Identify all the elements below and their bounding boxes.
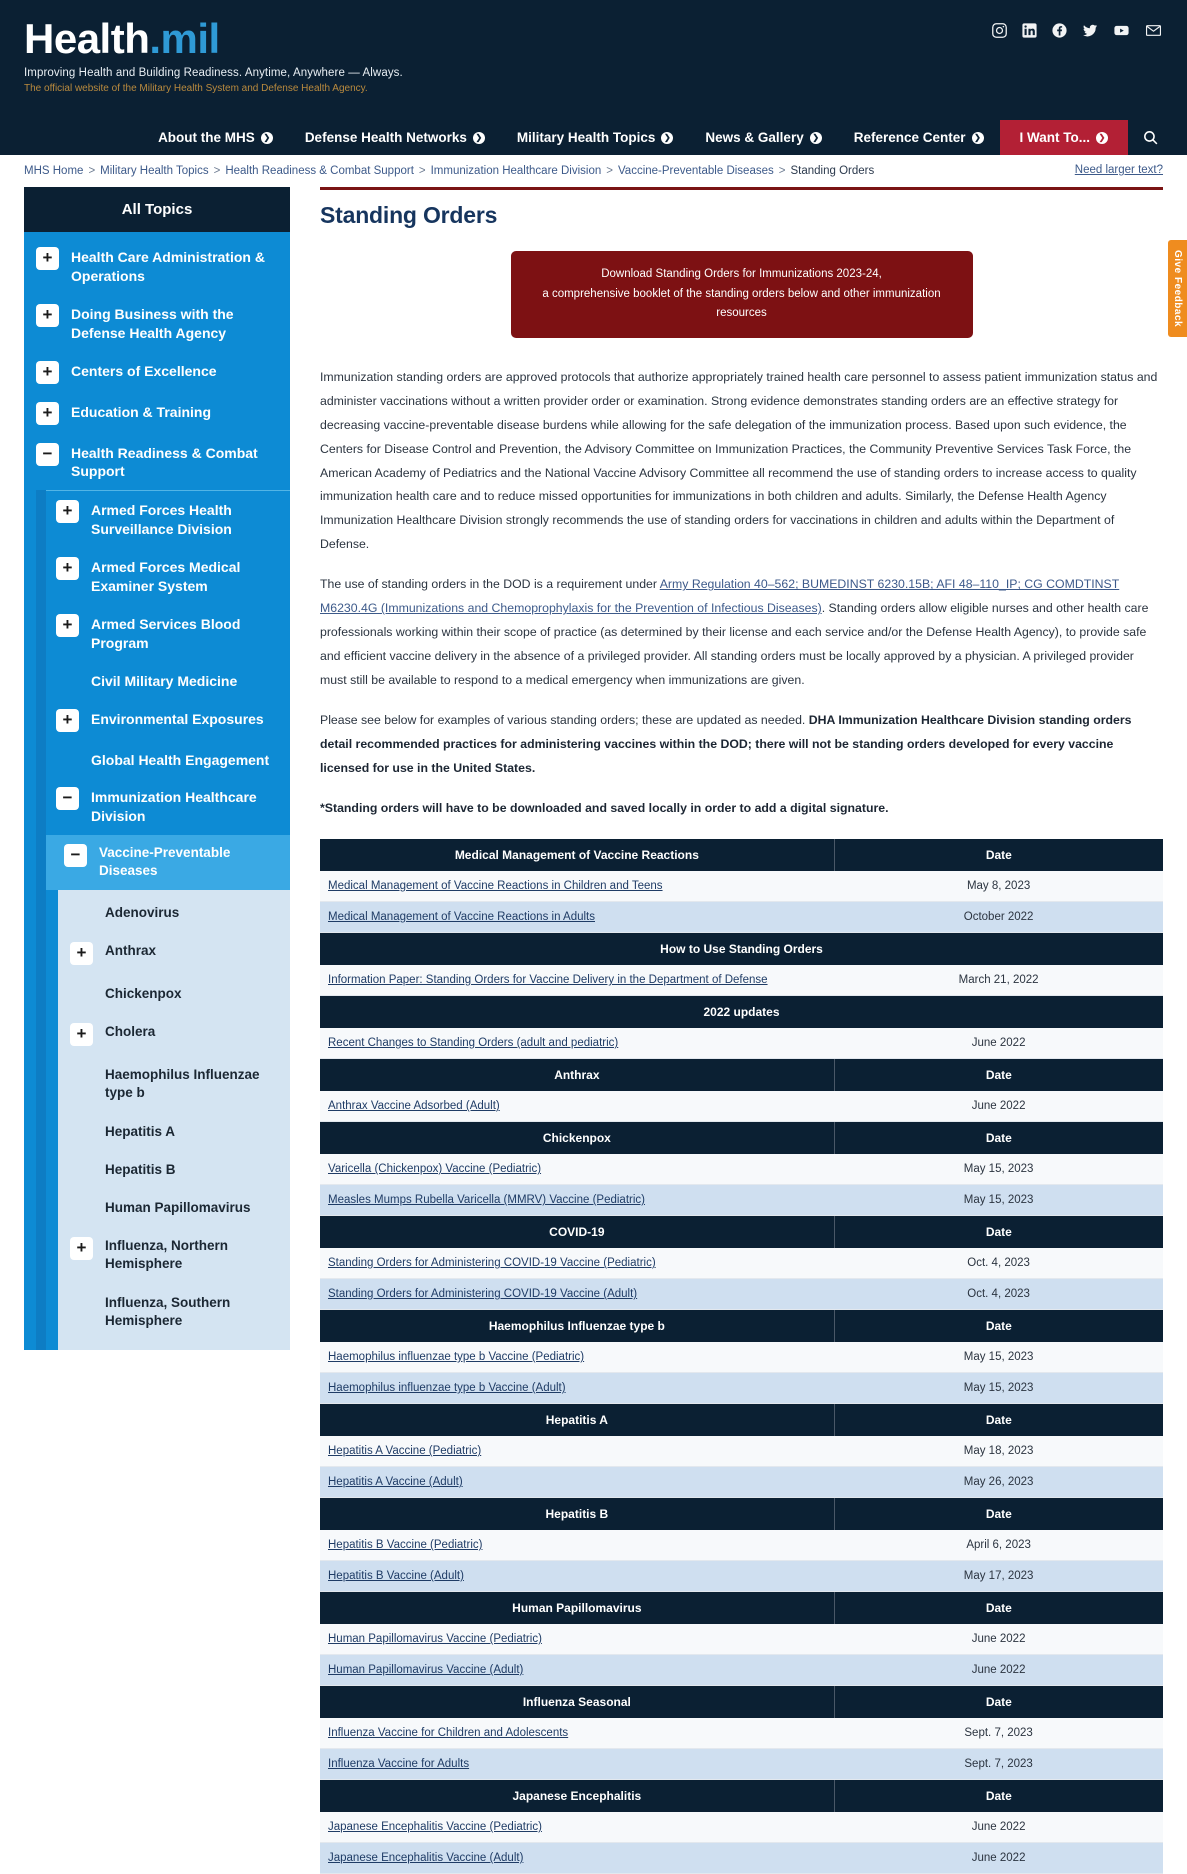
chevron-right-icon: ❯: [972, 132, 984, 144]
sidebar-item-label: Global Health Engagement: [91, 751, 270, 768]
intro-paragraph-1: Immunization standing orders are approved protocols that authorize appropriately trained health care personnel to assess patient immunization status and administer vaccinations without a written provider order or examination. Strong evidence demonstrates standing orders are an effective strategy for decreasing vaccine-preventable disease burdens while allowing for the safe delegation of the immunization process. Based upon such evidence, the Centers for Disease Control and Prevention, the Advisory Committee on Immunization Practices, the Community Preventive Services Task Force, the American Academy of Pediatrics and the National Vaccine Advisory Committee all recommend the use of standing orders to increase access to quality immunization health care and to reduce missed opportunities for immunizations in both children and adults. Similarly, the Defense Health Agency Immunization Healthcare Division strongly recommends the use of standing orders for vaccinations in children and adults within the Department of Defense.: [320, 369, 1158, 552]
chevron-right-icon: ❯: [261, 132, 273, 144]
signature-note-text: *Standing orders will have to be downloaded and saved locally in order to add a digital signature.: [320, 801, 889, 816]
nav-label: Reference Center: [853, 130, 966, 145]
sidebar-item-education-training[interactable]: [24, 393, 290, 434]
document-link[interactable]: Hepatitis A Vaccine (Pediatric): [328, 1445, 482, 1458]
table-section-header: [320, 1216, 1163, 1249]
toggle-icon[interactable]: +: [36, 247, 59, 270]
sidebar-item-cholera[interactable]: [58, 1013, 290, 1056]
table-row: [320, 1655, 1163, 1686]
main-navigation: [0, 120, 1187, 155]
nav-label: News & Gallery: [705, 130, 804, 145]
document-date-cell: May 15, 2023: [834, 1185, 1163, 1216]
para2-post: . Standing orders allow eligible nurses and other health care professionals working within their scope of practice (as determined by their license and each service and/or the Defense Health Agency), to provide safe and efficient vaccine delivery in the absence of a privileged provider. All standing orders must be locally approved by a physician. A privileged provider must still be available to respond to a medical emergency when immunizations are given.: [320, 601, 1149, 688]
document-link[interactable]: Varicella (Chickenpox) Vaccine (Pediatric): [328, 1163, 542, 1176]
table-row: [320, 1248, 1163, 1279]
table-section-header: [320, 1310, 1163, 1343]
search-icon: [1142, 129, 1159, 146]
table-section-header: [320, 1498, 1163, 1531]
section-date-header: Date: [834, 839, 1163, 871]
document-name-cell: [320, 1279, 834, 1310]
document-date-cell: June 2022: [834, 1028, 1163, 1059]
sidebar-item-label: Vaccine-Preventable Diseases: [99, 845, 231, 879]
document-date-cell: May 18, 2023: [834, 1436, 1163, 1467]
youtube-icon[interactable]: [1112, 22, 1131, 39]
toggle-icon[interactable]: −: [56, 787, 79, 810]
sidebar-item-label: Anthrax: [105, 942, 157, 958]
logo-dot: .: [149, 15, 161, 62]
document-name-cell: [320, 1248, 834, 1279]
email-icon[interactable]: [1144, 22, 1163, 39]
sidebar-item-label: Hepatitis B: [105, 1161, 176, 1177]
regulations-link[interactable]: Army Regulation 40–562; BUMEDINST 6230.15B; AFI 48–110_IP; CG COMDTINST M6230.4G (Immunizations and Chemoprophylaxis for the Prevention of Infectious Diseases): [320, 577, 1120, 616]
document-name-cell: [320, 1749, 834, 1780]
chevron-right-icon: ❯: [1096, 132, 1108, 144]
need-larger-text-link[interactable]: Need larger text?: [1074, 164, 1163, 176]
sidebar-item-haemophilus-influenzae-type-b[interactable]: [58, 1056, 290, 1112]
table-section-header: [320, 1059, 1163, 1092]
section-title: Chickenpox: [320, 1122, 834, 1155]
document-link[interactable]: Hepatitis B Vaccine (Adult): [328, 1570, 464, 1583]
breadcrumb-separator: >: [606, 165, 613, 177]
sidebar-item-label: Armed Services Blood Program: [91, 615, 241, 651]
sidebar-level3-group: [58, 890, 290, 1350]
sidebar-item-global-health-engagement[interactable]: [46, 741, 290, 779]
chevron-right-icon: ❯: [473, 132, 485, 144]
table-row: [320, 1749, 1163, 1780]
breadcrumb-item-health-readiness[interactable]: Health Readiness & Combat Support: [225, 165, 414, 177]
sidebar-active-rail: [36, 490, 46, 1350]
toggle-icon[interactable]: +: [56, 614, 79, 637]
table-row: [320, 1091, 1163, 1122]
intro-paragraph-3: [320, 709, 1163, 781]
document-name-cell: [320, 1718, 834, 1749]
sidebar-item-human-papillomavirus[interactable]: [58, 1189, 290, 1227]
nav-label: Military Health Topics: [516, 130, 656, 145]
document-date-cell: June 2022: [834, 1812, 1163, 1843]
document-link[interactable]: Influenza Vaccine for Children and Adolescents: [328, 1727, 569, 1740]
table-row: [320, 1624, 1163, 1655]
toggle-icon[interactable]: +: [36, 361, 59, 384]
table-row: [320, 1185, 1163, 1216]
breadcrumb-separator: >: [88, 165, 96, 177]
download-standing-orders-button[interactable]: [511, 251, 973, 338]
section-date-header: Date: [834, 1404, 1163, 1437]
document-name-cell: [320, 1091, 834, 1122]
section-title: Medical Management of Vaccine Reactions: [320, 839, 834, 871]
document-name-cell: [320, 1154, 834, 1185]
document-name-cell: [320, 1812, 834, 1843]
sidebar-item-label: Influenza, Northern Hemisphere: [105, 1238, 229, 1272]
instagram-icon[interactable]: [991, 22, 1008, 39]
sidebar-level2-group: [46, 490, 290, 835]
logo-mil: mil: [160, 15, 220, 62]
chevron-right-icon: ❯: [661, 132, 673, 144]
table-section-header: [320, 1404, 1163, 1437]
document-link[interactable]: Haemophilus influenzae type b Vaccine (Adult): [328, 1382, 566, 1395]
nav-about-the-mhs[interactable]: [142, 120, 289, 155]
sidebar-item-armed-forces-medical-examiner-system[interactable]: [46, 548, 290, 605]
document-name-cell: [320, 1843, 834, 1874]
document-date-cell: June 2022: [834, 1091, 1163, 1122]
table-row: [320, 902, 1163, 933]
document-date-cell: Sept. 7, 2023: [834, 1718, 1163, 1749]
sidebar-item-label: Hepatitis A: [105, 1123, 176, 1139]
document-date-cell: May 15, 2023: [834, 1373, 1163, 1404]
document-name-cell: [320, 1561, 834, 1592]
section-date-header: Date: [834, 1780, 1163, 1813]
breadcrumb-separator: >: [213, 165, 221, 177]
document-name-cell: [320, 965, 834, 996]
document-link[interactable]: Influenza Vaccine for Adults: [328, 1758, 470, 1771]
sidebar-item-influenza-northern-hemisphere[interactable]: [58, 1227, 290, 1283]
site-subtagline: The official website of the Military Health System and Defense Health Agency.: [24, 83, 368, 94]
document-name-cell: [320, 1467, 834, 1498]
sidebar-item-label: Education & Training: [71, 403, 212, 420]
signature-note: [320, 797, 1163, 821]
document-date-cell: May 8, 2023: [834, 871, 1163, 902]
document-date-cell: June 2022: [834, 1624, 1163, 1655]
standing-orders-table: [320, 839, 1163, 1874]
sidebar-item-label: Haemophilus Influenzae type b: [105, 1067, 260, 1101]
social-links: [991, 22, 1163, 39]
sidebar-heading: All Topics: [24, 187, 290, 232]
document-date-cell: Oct. 4, 2023: [834, 1248, 1163, 1279]
sidebar-item-environmental-exposures[interactable]: [46, 700, 290, 741]
title-rule: [320, 187, 1163, 190]
sidebar-item-label: Immunization Healthcare Division: [91, 789, 257, 825]
document-date-cell: June 2022: [834, 1655, 1163, 1686]
nav-label: Defense Health Networks: [304, 130, 467, 145]
document-link[interactable]: Hepatitis B Vaccine (Pediatric): [328, 1539, 483, 1552]
sidebar-item-chickenpox[interactable]: [58, 975, 290, 1013]
document-link[interactable]: Japanese Encephalitis Vaccine (Pediatric): [328, 1821, 542, 1834]
toggle-icon[interactable]: −: [64, 844, 87, 867]
table-row: [320, 1279, 1163, 1310]
section-date-header: Date: [834, 1122, 1163, 1155]
document-link[interactable]: Medical Management of Vaccine Reactions in Children and Teens: [328, 880, 663, 893]
intro-paragraph-2: [320, 573, 1163, 693]
sidebar-item-hepatitis-b[interactable]: [58, 1151, 290, 1189]
sidebar-item-armed-forces-health-surveillance-division[interactable]: [46, 491, 290, 548]
table-row: [320, 1843, 1163, 1874]
sidebar-item-label: Doing Business with the Defense Health Agency: [71, 305, 234, 341]
document-link[interactable]: Standing Orders for Administering COVID-19 Vaccine (Adult): [328, 1288, 638, 1301]
section-title: Hepatitis B: [320, 1498, 834, 1531]
section-date-header: Date: [834, 1686, 1163, 1719]
logo: [24, 15, 403, 62]
document-date-cell: March 21, 2022: [834, 965, 1163, 996]
sidebar-item-label: Armed Forces Medical Examiner System: [91, 559, 241, 595]
breadcrumb-current: Standing Orders: [790, 165, 875, 177]
document-name-cell: [320, 1342, 834, 1373]
table-row: [320, 965, 1163, 996]
sidebar-item-label: Influenza, Southern Hemisphere: [105, 1294, 231, 1328]
toggle-icon[interactable]: +: [70, 1023, 93, 1046]
nav-news-and-gallery[interactable]: [689, 120, 837, 155]
document-link[interactable]: Recent Changes to Standing Orders (adult and pediatric): [328, 1037, 619, 1050]
sidebar: [24, 187, 290, 1874]
section-date-header: Date: [834, 1498, 1163, 1531]
sidebar-nav-tree: [24, 232, 290, 1350]
nav-label: About the MHS: [158, 130, 255, 145]
sidebar-item-immunization-healthcare-division[interactable]: [46, 778, 290, 835]
document-link[interactable]: Information Paper: Standing Orders for Vaccine Delivery in the Department of Defense: [328, 974, 768, 987]
table-row: [320, 1812, 1163, 1843]
table-row: [320, 1342, 1163, 1373]
table-row: [320, 1436, 1163, 1467]
document-date-cell: June 2022: [834, 1843, 1163, 1874]
document-name-cell: [320, 871, 834, 902]
section-title: How to Use Standing Orders: [320, 933, 1163, 966]
toggle-icon[interactable]: +: [56, 500, 79, 523]
main-content: [304, 187, 1163, 1874]
section-title: Anthrax: [320, 1059, 834, 1092]
table-section-header: [320, 933, 1163, 966]
document-name-cell: [320, 1373, 834, 1404]
para3-pre: Please see below for examples of various standing orders; these are updated as needed.: [320, 713, 809, 728]
breadcrumb-item-vaccine-preventable-diseases[interactable]: Vaccine-Preventable Diseases: [617, 165, 774, 177]
document-name-cell: [320, 1436, 834, 1467]
document-link[interactable]: Japanese Encephalitis Vaccine (Adult): [328, 1852, 524, 1865]
document-name-cell: [320, 902, 834, 933]
document-date-cell: May 15, 2023: [834, 1342, 1163, 1373]
sidebar-item-label: Chickenpox: [105, 985, 182, 1001]
breadcrumb: [0, 155, 1187, 187]
sidebar-item-label: Civil Military Medicine: [91, 672, 238, 689]
table-row: [320, 1154, 1163, 1185]
table-row: [320, 1530, 1163, 1561]
document-name-cell: [320, 1624, 834, 1655]
document-link[interactable]: Haemophilus influenzae type b Vaccine (Pediatric): [328, 1351, 585, 1364]
table-row: [320, 871, 1163, 902]
table-row: [320, 1028, 1163, 1059]
sidebar-item-influenza-southern-hemisphere[interactable]: [58, 1284, 290, 1340]
toggle-icon[interactable]: +: [56, 557, 79, 580]
sidebar-item-label: Health Care Administration & Operations: [71, 249, 265, 284]
page-body: [0, 187, 1187, 1874]
sidebar-item-label: Armed Forces Health Surveillance Division: [91, 502, 232, 538]
download-line-2: a comprehensive booklet of the standing orders below and other immunization resources: [542, 287, 941, 320]
document-name-cell: [320, 1655, 834, 1686]
nav-military-health-topics[interactable]: [501, 120, 690, 155]
sidebar-item-adenovirus[interactable]: [58, 894, 290, 932]
download-banner-wrap: [320, 251, 1163, 338]
sidebar-item-armed-services-blood-program[interactable]: [46, 605, 290, 662]
table-section-header: [320, 1686, 1163, 1719]
document-date-cell: May 17, 2023: [834, 1561, 1163, 1592]
section-date-header: Date: [834, 1216, 1163, 1249]
toggle-icon[interactable]: +: [70, 1237, 93, 1260]
logo-health: Health: [24, 15, 150, 62]
section-title: COVID-19: [320, 1216, 834, 1249]
nav-i-want-to[interactable]: [1000, 120, 1129, 155]
section-title: Haemophilus Influenzae type b: [320, 1310, 834, 1343]
table-section-header: [320, 1122, 1163, 1155]
sidebar-item-civil-military-medicine[interactable]: [46, 662, 290, 700]
document-date-cell: October 2022: [834, 902, 1163, 933]
section-date-header: Date: [834, 1059, 1163, 1092]
download-line-1: Download Standing Orders for Immunizations 2023-24,: [601, 268, 882, 280]
breadcrumb-item-immunization-healthcare-division[interactable]: Immunization Healthcare Division: [430, 165, 602, 177]
nav-label: I Want To...: [1019, 130, 1090, 145]
site-brand[interactable]: [24, 15, 403, 94]
section-title: Japanese Encephalitis: [320, 1780, 834, 1813]
breadcrumb-separator: >: [418, 165, 426, 177]
document-link[interactable]: Human Papillomavirus Vaccine (Adult): [328, 1664, 524, 1677]
document-link[interactable]: Human Papillomavirus Vaccine (Pediatric): [328, 1633, 542, 1646]
table-row: [320, 1467, 1163, 1498]
document-date-cell: April 6, 2023: [834, 1530, 1163, 1561]
search-button[interactable]: [1128, 120, 1173, 155]
document-link[interactable]: Measles Mumps Rubella Varicella (MMRV) Vaccine (Pediatric): [328, 1194, 645, 1207]
document-link[interactable]: Medical Management of Vaccine Reactions in Adults: [328, 911, 595, 924]
table-row: [320, 1373, 1163, 1404]
table-section-header: [320, 1780, 1163, 1813]
breadcrumb-item-military-health-topics[interactable]: Military Health Topics: [100, 165, 209, 177]
breadcrumb-separator: >: [778, 165, 786, 177]
para2-pre: The use of standing orders in the DOD is a requirement under: [320, 577, 660, 592]
toggle-icon[interactable]: −: [36, 443, 59, 466]
section-title: Influenza Seasonal: [320, 1686, 834, 1719]
breadcrumb-item-mhs-home[interactable]: MHS Home: [24, 165, 84, 177]
table-section-header: [320, 839, 1163, 871]
toggle-icon[interactable]: +: [70, 942, 93, 965]
section-date-header: Date: [834, 1310, 1163, 1343]
nav-reference-center[interactable]: [838, 120, 1000, 155]
document-date-cell: Sept. 7, 2023: [834, 1749, 1163, 1780]
toggle-icon[interactable]: +: [56, 709, 79, 732]
sidebar-item-label: Environmental Exposures: [91, 710, 264, 727]
document-date-cell: Oct. 4, 2023: [834, 1279, 1163, 1310]
twitter-icon[interactable]: [1081, 22, 1099, 39]
sidebar-item-label: Centers of Excellence: [71, 362, 217, 379]
section-date-header: Date: [834, 1592, 1163, 1625]
document-date-cell: May 26, 2023: [834, 1467, 1163, 1498]
document-date-cell: May 15, 2023: [834, 1154, 1163, 1185]
sidebar-item-health-readiness-combat-support[interactable]: [24, 434, 290, 491]
table-row: [320, 1718, 1163, 1749]
document-name-cell: [320, 1028, 834, 1059]
site-tagline: Improving Health and Building Readiness. Anytime, Anywhere — Always.: [24, 67, 403, 79]
nav-defense-health-networks[interactable]: [289, 120, 501, 155]
chevron-right-icon: ❯: [810, 132, 822, 144]
table-section-header: [320, 996, 1163, 1029]
toggle-icon[interactable]: +: [36, 304, 59, 327]
sidebar-item-anthrax[interactable]: [58, 932, 290, 975]
para3-bold: DHA Immunization Healthcare Division standing orders detail recommended practices for administering vaccines within the DOD; there will not be standing orders developed for every vaccine licensed for use in the United States.: [320, 713, 1132, 776]
page-title: Standing Orders: [320, 202, 498, 228]
document-name-cell: [320, 1530, 834, 1561]
sidebar-item-label: Health Readiness & Combat Support: [71, 444, 258, 480]
table-section-header: [320, 1592, 1163, 1625]
sidebar-item-health-care-administration-operations[interactable]: [24, 238, 290, 295]
give-feedback-tab[interactable]: Give Feedback: [1168, 240, 1187, 337]
site-header: [0, 0, 1187, 155]
sidebar-item-hepatitis-a[interactable]: [58, 1113, 290, 1151]
sidebar-item-doing-business-with-the-defense-health-agency[interactable]: [24, 295, 290, 352]
sidebar-item-label: Adenovirus: [105, 904, 180, 920]
document-link[interactable]: Hepatitis A Vaccine (Adult): [328, 1476, 463, 1489]
toggle-icon[interactable]: +: [36, 402, 59, 425]
sidebar-item-vaccine-preventable-diseases[interactable]: [46, 835, 290, 889]
facebook-icon[interactable]: [1051, 22, 1068, 39]
linkedin-icon[interactable]: [1021, 22, 1038, 39]
sidebar-item-label: Cholera: [105, 1024, 156, 1040]
section-title: Human Papillomavirus: [320, 1592, 834, 1625]
sidebar-item-label: Human Papillomavirus: [105, 1200, 251, 1215]
document-name-cell: [320, 1185, 834, 1216]
section-title: Hepatitis A: [320, 1404, 834, 1437]
document-link[interactable]: Standing Orders for Administering COVID-19 Vaccine (Pediatric): [328, 1257, 656, 1270]
section-title: 2022 updates: [320, 996, 1163, 1029]
table-row: [320, 1561, 1163, 1592]
sidebar-item-centers-of-excellence[interactable]: [24, 352, 290, 393]
document-link[interactable]: Anthrax Vaccine Adsorbed (Adult): [328, 1100, 500, 1113]
